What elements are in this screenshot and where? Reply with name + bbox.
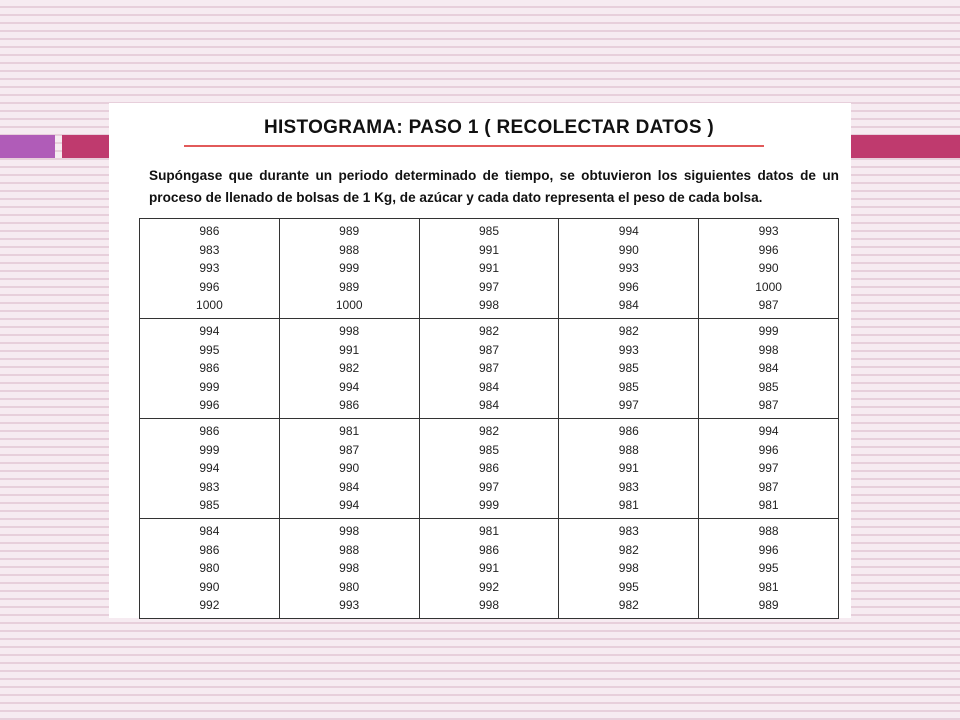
cell-value: 984 — [339, 479, 360, 494]
table-cell — [559, 419, 699, 519]
slide-title: HISTOGRAMA: PASO 1 ( RECOLECTAR DATOS ) — [263, 117, 715, 138]
cell-value: 983 — [199, 479, 220, 494]
cell-value: 986 — [199, 361, 220, 376]
cell-value: 990 — [758, 261, 779, 276]
cell-value: 990 — [618, 242, 639, 257]
table-row — [140, 319, 839, 419]
cell-value: 985 — [199, 498, 220, 513]
table-cell — [419, 519, 559, 619]
table-row — [140, 219, 839, 319]
cell-value: 993 — [199, 261, 220, 276]
cell-value: 982 — [339, 361, 360, 376]
cell-value: 986 — [199, 542, 220, 557]
cell-value: 987 — [478, 361, 499, 376]
cell-value: 989 — [339, 279, 360, 294]
cell-value: 995 — [758, 561, 779, 576]
data-table — [139, 218, 839, 619]
cell-value: 994 — [199, 461, 220, 476]
cell-value: 992 — [478, 579, 499, 594]
cell-value: 986 — [478, 542, 499, 557]
table-cell — [140, 219, 280, 319]
cell-value: 984 — [478, 398, 499, 413]
cell-value: 995 — [618, 579, 639, 594]
cell-value: 988 — [339, 242, 360, 257]
cell-value: 980 — [339, 579, 360, 594]
cell-value: 998 — [478, 598, 499, 613]
cell-value: 997 — [758, 461, 779, 476]
cell-value: 981 — [758, 498, 779, 513]
cell-value: 999 — [199, 442, 220, 457]
cell-value: 988 — [618, 442, 639, 457]
cell-value: 994 — [199, 324, 220, 338]
cell-value: 996 — [199, 279, 220, 294]
cell-value: 990 — [199, 579, 220, 594]
table-cell — [279, 319, 419, 419]
cell-value: 980 — [199, 561, 220, 576]
cell-value: 987 — [478, 342, 499, 357]
cell-value: 1000 — [755, 279, 782, 294]
accent-bar-right — [851, 135, 960, 158]
cell-value: 988 — [339, 542, 360, 557]
table-row — [140, 419, 839, 519]
cell-value: 994 — [758, 424, 779, 438]
table-cell — [419, 319, 559, 419]
cell-value: 999 — [339, 261, 360, 276]
cell-value: 1000 — [196, 298, 223, 313]
cell-value: 990 — [339, 461, 360, 476]
cell-value: 997 — [618, 398, 639, 413]
cell-value: 993 — [618, 342, 639, 357]
cell-value: 988 — [758, 524, 779, 538]
cell-value: 986 — [478, 461, 499, 476]
cell-value: 993 — [618, 261, 639, 276]
cell-value: 981 — [618, 498, 639, 513]
cell-value: 984 — [199, 524, 220, 538]
cell-value: 995 — [199, 342, 220, 357]
table-cell — [559, 519, 699, 619]
table-cell — [699, 519, 839, 619]
table-cell — [279, 419, 419, 519]
table-cell — [559, 219, 699, 319]
cell-value: 996 — [758, 542, 779, 557]
cell-value: 984 — [618, 298, 639, 313]
cell-value: 993 — [339, 598, 360, 613]
table-row — [140, 519, 839, 619]
cell-value: 981 — [758, 579, 779, 594]
cell-value: 987 — [758, 298, 779, 313]
cell-value: 991 — [339, 342, 360, 357]
cell-value: 994 — [618, 224, 639, 238]
cell-value: 997 — [478, 479, 499, 494]
cell-value: 996 — [199, 398, 220, 413]
cell-value: 986 — [199, 224, 220, 238]
table-cell — [140, 419, 280, 519]
cell-value: 982 — [618, 598, 639, 613]
cell-value: 982 — [478, 324, 499, 338]
intro-paragraph: Supóngase que durante un periodo determinado de tiempo, se obtuvieron los siguientes datos de un proceso de llenado de bolsas de 1 Kg, de azúcar y cada dato representa el peso de cada bolsa. — [149, 168, 839, 205]
cell-value: 987 — [758, 479, 779, 494]
cell-value: 986 — [199, 424, 220, 438]
cell-value: 985 — [478, 442, 499, 457]
accent-bar-middle — [62, 135, 110, 158]
cell-value: 984 — [758, 361, 779, 376]
data-table-wrapper — [139, 218, 839, 619]
cell-value: 998 — [478, 298, 499, 313]
cell-value: 989 — [758, 598, 779, 613]
table-cell — [279, 219, 419, 319]
cell-value: 982 — [478, 424, 499, 438]
cell-value: 999 — [199, 379, 220, 394]
cell-value: 999 — [478, 498, 499, 513]
cell-value: 994 — [339, 498, 360, 513]
slide-image-card — [109, 103, 851, 618]
cell-value: 983 — [618, 479, 639, 494]
table-cell — [279, 519, 419, 619]
table-cell — [419, 419, 559, 519]
table-cell — [419, 219, 559, 319]
cell-value: 984 — [478, 379, 499, 394]
table-cell — [140, 319, 280, 419]
cell-value: 986 — [618, 424, 639, 438]
table-cell — [140, 519, 280, 619]
cell-value: 996 — [618, 279, 639, 294]
cell-value: 985 — [758, 379, 779, 394]
cell-value: 996 — [758, 242, 779, 257]
table-cell — [559, 319, 699, 419]
cell-value: 985 — [618, 379, 639, 394]
cell-value: 985 — [478, 224, 499, 238]
cell-value: 992 — [199, 598, 220, 613]
cell-value: 989 — [339, 224, 360, 238]
cell-value: 999 — [758, 324, 779, 338]
cell-value: 987 — [339, 442, 360, 457]
accent-bar-left — [0, 135, 55, 158]
cell-value: 981 — [478, 524, 499, 538]
cell-value: 991 — [478, 561, 499, 576]
cell-value: 987 — [758, 398, 779, 413]
cell-value: 991 — [478, 261, 499, 276]
table-cell — [699, 319, 839, 419]
cell-value: 983 — [618, 524, 639, 538]
cell-value: 996 — [758, 442, 779, 457]
cell-value: 985 — [618, 361, 639, 376]
table-cell — [699, 219, 839, 319]
cell-value: 982 — [618, 542, 639, 557]
cell-value: 981 — [339, 424, 360, 438]
cell-value: 997 — [478, 279, 499, 294]
cell-value: 986 — [339, 398, 360, 413]
cell-value: 982 — [618, 324, 639, 338]
table-cell — [699, 419, 839, 519]
title-underline — [184, 145, 764, 147]
cell-value: 994 — [339, 379, 360, 394]
cell-value: 998 — [339, 524, 360, 538]
cell-value: 1000 — [335, 298, 363, 313]
cell-value: 991 — [618, 461, 639, 476]
cell-value: 991 — [478, 242, 499, 257]
cell-value: 983 — [199, 242, 220, 257]
cell-value: 998 — [339, 561, 360, 576]
cell-value: 998 — [618, 561, 639, 576]
cell-value: 998 — [339, 324, 360, 338]
cell-value: 998 — [758, 342, 779, 357]
cell-value: 993 — [758, 224, 779, 238]
